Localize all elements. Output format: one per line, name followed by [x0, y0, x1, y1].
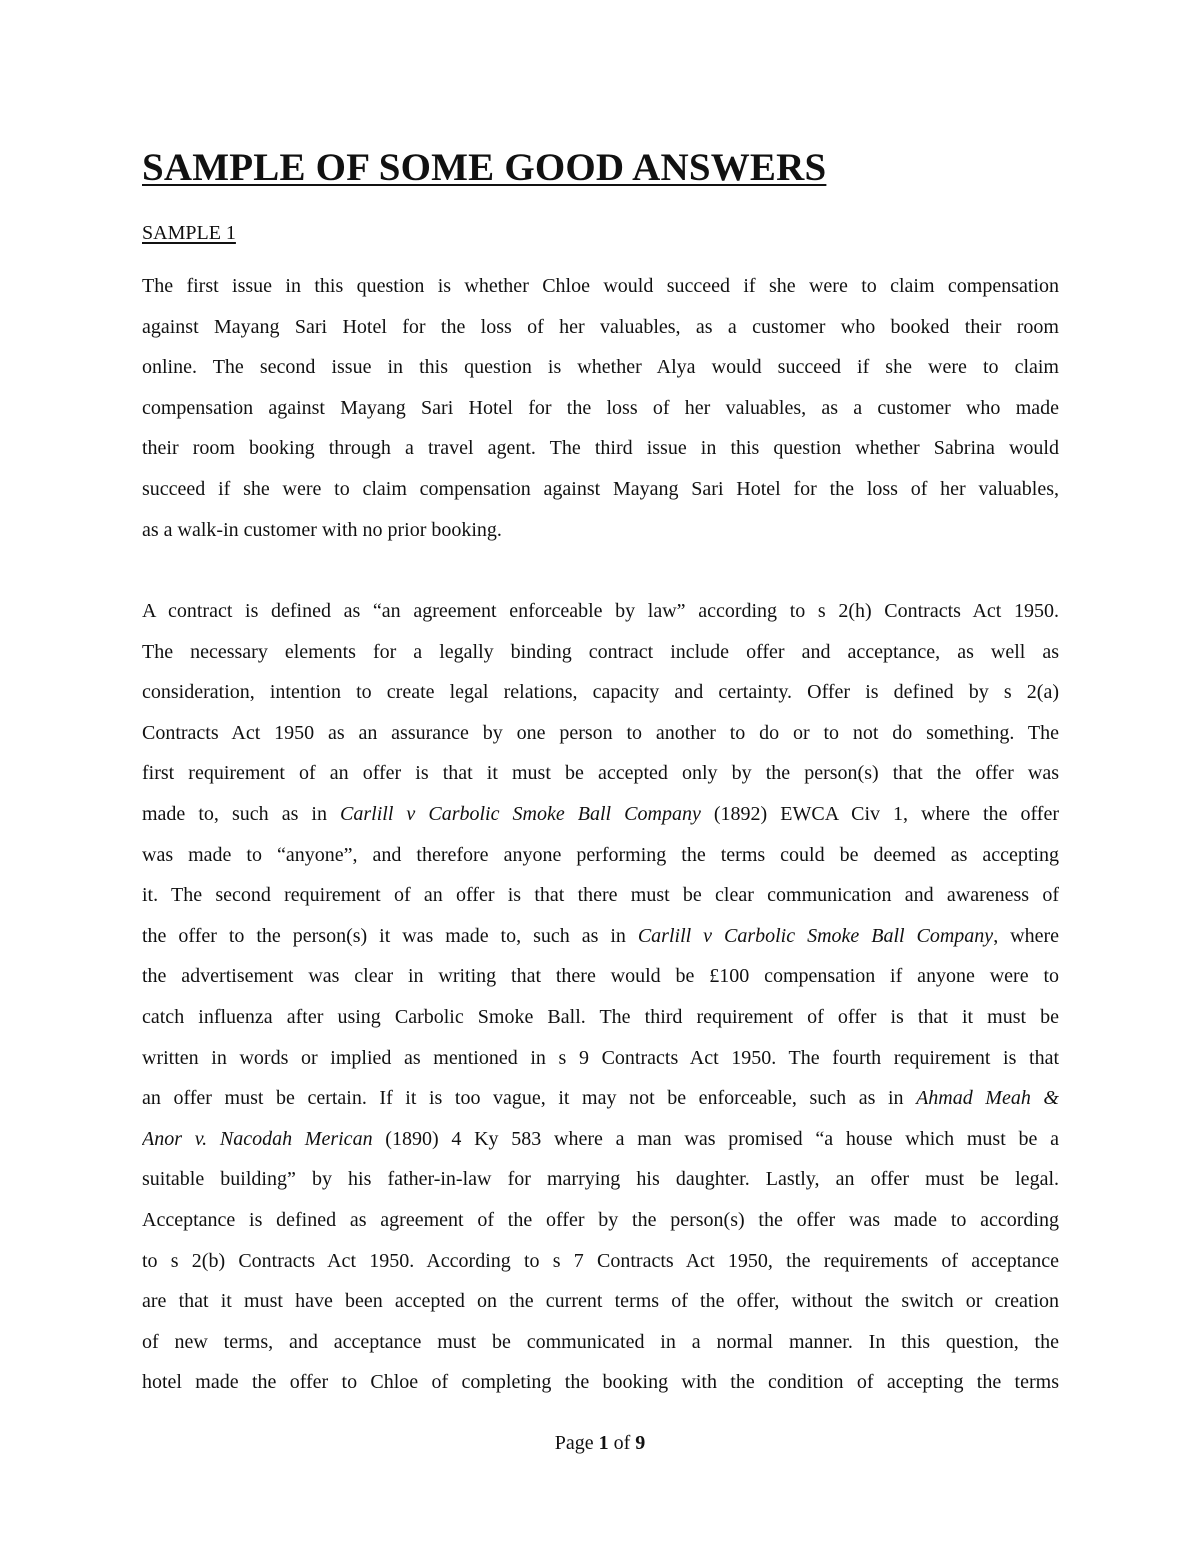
- paragraph-line: consideration, intention to create legal relations, capacity and certainty. Offer is defined by s 2(a): [142, 681, 1059, 704]
- paragraph-line: to s 2(b) Contracts Act 1950. According to s 7 Contracts Act 1950, the requirements of acceptance: [142, 1249, 1059, 1272]
- paragraph-line: their room booking through a travel agent. The third issue in this question whether Sabrina would: [142, 437, 1059, 460]
- case-citation: Anor v. Nacodah Merican: [142, 1127, 373, 1150]
- case-citation: Carlill v Carbolic Smoke Ball Company: [637, 924, 994, 947]
- paragraph-contract-law: [142, 591, 1059, 1403]
- line-text: (1890) 4 Ky 583 where a man was promised “a house which must be a: [372, 1127, 1059, 1150]
- paragraph-line: compensation against Mayang Sari Hotel for the loss of her valuables, as a customer who made: [142, 396, 1059, 419]
- paragraph-line: Acceptance is defined as agreement of the offer by the person(s) the offer was made to according: [142, 1208, 1059, 1231]
- paragraph-line: first requirement of an offer is that it must be accepted only by the person(s) that the offer was: [142, 762, 1059, 785]
- page-total: 9: [635, 1432, 646, 1454]
- page-footer: [0, 1432, 1200, 1455]
- paragraph-line: the advertisement was clear in writing that there would be £100 compensation if anyone were to: [142, 965, 1059, 988]
- line-text: an offer must be certain. If it is too vague, it may not be enforceable, such as in: [142, 1087, 917, 1110]
- paragraph-line: suitable building” by his father-in-law for marrying his daughter. Lastly, an offer must be legal.: [142, 1168, 1059, 1191]
- paragraph-line: against Mayang Sari Hotel for the loss of her valuables, as a customer who booked their room: [142, 315, 1059, 338]
- line-text: the offer to the person(s) it was made to, such as in: [142, 924, 638, 947]
- paragraph-line: The first issue in this question is whether Chloe would succeed if she were to claim compensation: [142, 275, 1059, 297]
- paragraph-line: [142, 916, 1059, 957]
- paragraph-line: online. The second issue in this question is whether Alya would succeed if she were to claim: [142, 356, 1059, 379]
- paragraph-line: of new terms, and acceptance must be communicated in a normal manner. In this question, the: [142, 1330, 1059, 1353]
- paragraph-line: succeed if she were to claim compensation against Mayang Sari Hotel for the loss of her valuables,: [142, 477, 1059, 500]
- case-citation: Carlill v Carbolic Smoke Ball Company: [340, 802, 701, 825]
- paragraph-line: hotel made the offer to Chloe of completing the booking with the condition of accepting the terms: [142, 1371, 1059, 1394]
- paragraph-line: [142, 1119, 1059, 1160]
- line-text: , where: [993, 924, 1059, 947]
- paragraph-line: Contracts Act 1950 as an assurance by one person to another to do or to not do something. The: [142, 721, 1059, 744]
- case-citation: Ahmad Meah &: [916, 1087, 1059, 1110]
- paragraph-line: it. The second requirement of an offer is that there must be clear communication and awareness of: [142, 884, 1059, 907]
- paragraph-line: was made to “anyone”, and therefore anyone performing the terms could be deemed as accepting: [142, 843, 1059, 866]
- line-text: (1892) EWCA Civ 1, where the offer: [700, 802, 1059, 825]
- paragraph-line: are that it must have been accepted on the current terms of the offer, without the switch or creation: [142, 1290, 1059, 1313]
- paragraph-line: written in words or implied as mentioned in s 9 Contracts Act 1950. The fourth requirement is that: [142, 1046, 1059, 1069]
- paragraph-line: A contract is defined as “an agreement enforceable by law” according to s 2(h) Contracts Act 1950.: [142, 600, 1059, 622]
- paragraph-line: [142, 794, 1059, 835]
- sample-label: SAMPLE 1: [142, 222, 236, 244]
- paragraph-issues: [142, 266, 1059, 550]
- page-current: 1: [598, 1432, 609, 1454]
- line-text: made to, such as in: [142, 802, 341, 825]
- page-word: Page: [554, 1432, 594, 1454]
- paragraph-line: The necessary elements for a legally binding contract include offer and acceptance, as well as: [142, 640, 1059, 663]
- page-title: SAMPLE OF SOME GOOD ANSWERS: [142, 146, 827, 189]
- of-word: of: [613, 1432, 631, 1454]
- paragraph-line: catch influenza after using Carbolic Smoke Ball. The third requirement of offer is that it must be: [142, 1005, 1059, 1028]
- paragraph-line: [142, 1078, 1059, 1119]
- paragraph-line: as a walk-in customer with no prior booking.: [142, 518, 502, 541]
